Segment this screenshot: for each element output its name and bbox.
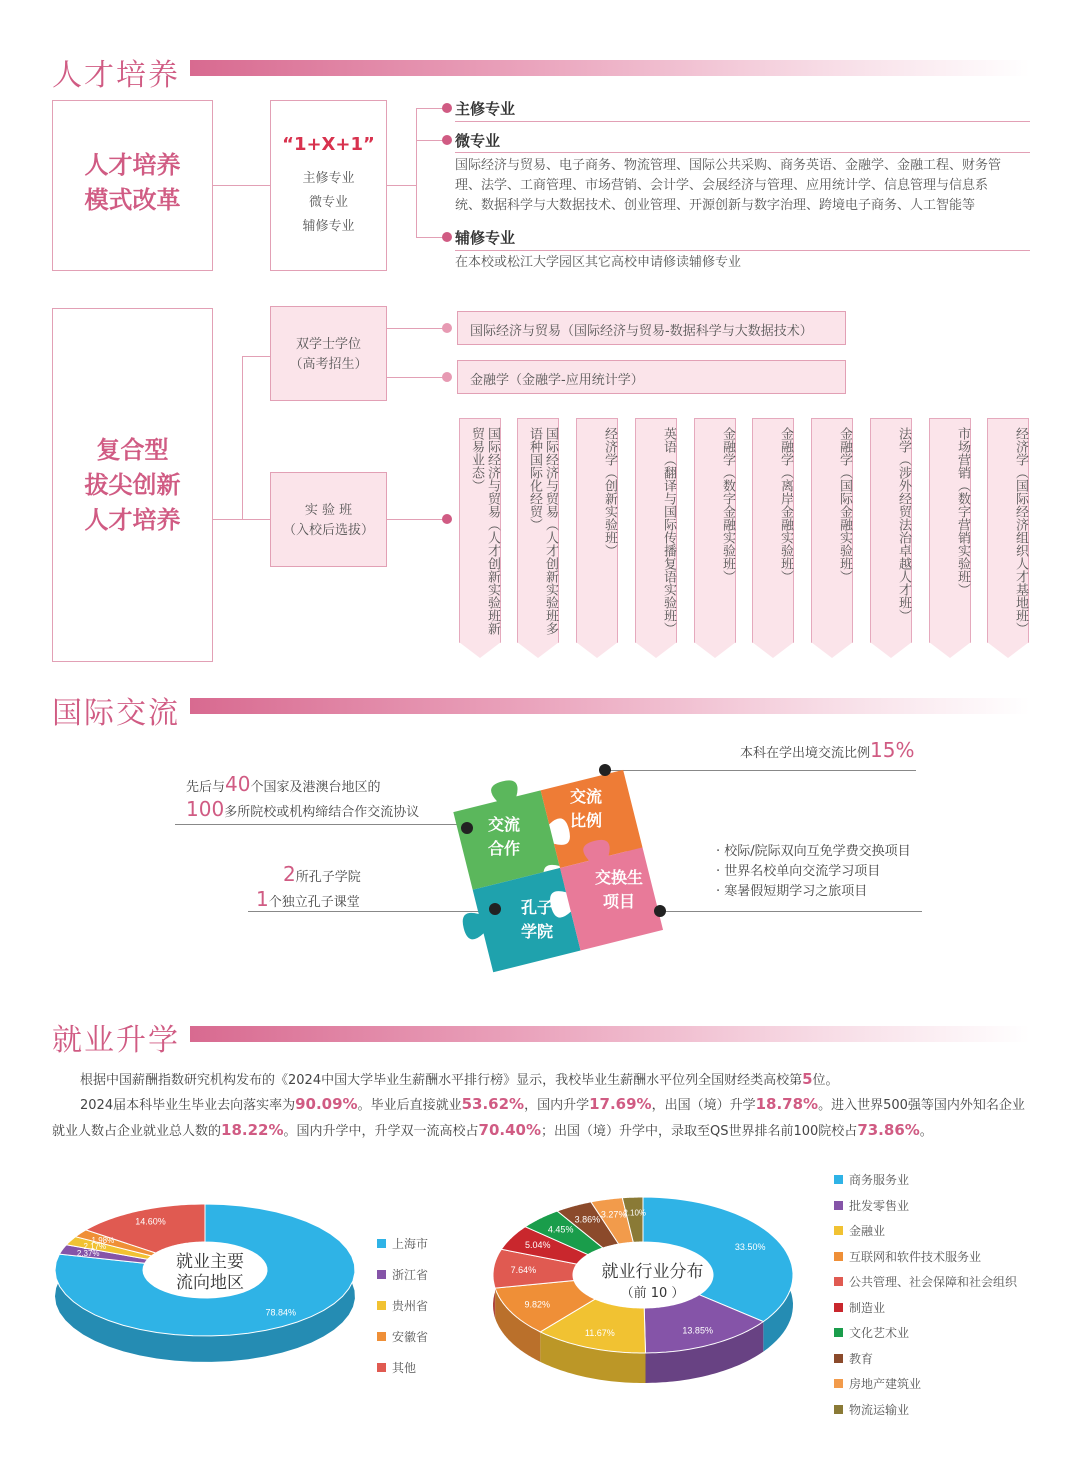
legend-item xyxy=(834,1197,909,1214)
legend-swatch xyxy=(377,1301,386,1310)
micro-desc-line: 统、数据科学与大数据技术、创业管理、开源创新与数字治理、跨境电子商务、人工智能等 xyxy=(455,198,976,213)
experiment-class-card xyxy=(635,418,677,643)
section-title-international: 国际交流 xyxy=(52,696,180,731)
legend-swatch xyxy=(377,1270,386,1279)
pie-label: 1.98% xyxy=(91,1235,115,1245)
legend-swatch xyxy=(834,1226,843,1235)
pie-label: 14.60% xyxy=(135,1216,166,1227)
legend-item xyxy=(834,1375,921,1392)
legend-swatch xyxy=(834,1303,843,1312)
pie-label: 7.64% xyxy=(510,1264,537,1275)
model-reform-box xyxy=(52,100,213,271)
micro-desc-line: 国际经济与贸易、电子商务、物流管理、国际公共采购、商务英语、金融学、金融工程、财务管 xyxy=(455,158,1002,173)
double-degree-box xyxy=(270,306,387,401)
pie-label: 11.67% xyxy=(584,1328,615,1339)
industry-chart-title: 就业行业分布 （前 10 ） xyxy=(601,1262,704,1301)
experiment-class-card xyxy=(752,418,794,643)
major-label: 主修专业 xyxy=(455,100,516,118)
pie-label: 9.82% xyxy=(524,1299,551,1310)
employment-rate-paragraph: 2024届本科毕业生毕业去向落实率为90.09%。毕业后直接就业53.62%，国内升学17.69%，出国（境）升学18.78%。进入世界500强等国内外知名企业就业人数占企业就业总人数的18.22%。国内升学中，升学双一流高校占70.40%；出国（境）升学中，录取至QS世界排名前100院校占73.86%。 xyxy=(52,1095,1025,1139)
experiment-class-text: 金融学（数字金融实验班） xyxy=(720,427,735,583)
bullet-dot xyxy=(442,232,452,242)
experiment-class-text: 经济学（创新实验班） xyxy=(602,427,617,557)
model-reform-line2: 模式改革 xyxy=(84,186,181,214)
experiment-class-text: 国际经济与贸易（人才创新实验班多语种国际化经贸） xyxy=(527,427,558,635)
experiment-class-card xyxy=(870,418,912,643)
double-degree-item xyxy=(457,360,846,394)
section-bar xyxy=(190,698,1030,714)
legend-label: 房地产建筑业 xyxy=(849,1377,922,1391)
experiment-class-text: 国际经济与贸易（人才创新实验班新贸易业态） xyxy=(469,427,500,635)
legend-label: 物流运输业 xyxy=(849,1402,910,1417)
experiment-class-text: 英语（翻译与国际传播复语实验班） xyxy=(661,427,676,635)
cooperation-text-line1: 先后与40个国家及港澳台地区的 xyxy=(186,772,381,796)
legend-item xyxy=(377,1328,428,1345)
legend-label: 互联网和软件技术服务业 xyxy=(849,1249,982,1264)
legend-item xyxy=(377,1235,428,1252)
puzzle-orange-label: 交流 比例 xyxy=(570,787,603,830)
legend-label: 贵州省 xyxy=(392,1299,429,1313)
experiment-class-text: 市场营销（数字营销实验班） xyxy=(955,427,970,596)
legend-label: 批发零售业 xyxy=(849,1198,910,1213)
region-chart-title: 就业主要 流向地区 xyxy=(176,1252,244,1293)
minor-label: 辅修专业 xyxy=(455,229,516,247)
legend-label: 浙江省 xyxy=(392,1268,429,1282)
talent-cultivation-box xyxy=(52,308,213,662)
legend-swatch xyxy=(834,1379,843,1388)
formula-title: “1+X+1” xyxy=(282,134,375,155)
legend-swatch xyxy=(834,1252,843,1261)
legend-item xyxy=(377,1266,428,1283)
bullet-dot xyxy=(442,103,452,113)
section-title-employment: 就业升学 xyxy=(52,1023,180,1058)
exchange-item: · 校际/院际双向互免学费交换项目 xyxy=(716,844,911,859)
experiment-sub: （入校后选拔） xyxy=(282,523,374,538)
section-bar xyxy=(190,1026,1030,1042)
exchange-item: · 世界名校单向交流学习项目 xyxy=(716,864,881,879)
experiment-class-box xyxy=(270,472,387,567)
legend-label: 商务服务业 xyxy=(849,1173,910,1187)
talent-line1: 复合型 xyxy=(96,436,169,464)
legend-item xyxy=(834,1171,909,1188)
legend-swatch xyxy=(377,1363,386,1372)
confucius-institute-text: 2所孔子学院 xyxy=(283,862,361,886)
puzzle-green-label: 交流 合作 xyxy=(488,815,521,858)
pie-label: 4.45% xyxy=(547,1224,574,1235)
legend-swatch xyxy=(834,1328,843,1337)
pie-label: 2.10% xyxy=(623,1208,647,1218)
pie-label: 33.50% xyxy=(734,1242,766,1252)
legend-swatch xyxy=(377,1332,386,1341)
legend-label: 安徽省 xyxy=(392,1330,429,1344)
experiment-class-text: 金融学（国际金融实验班） xyxy=(837,427,852,583)
legend-item xyxy=(834,1222,885,1239)
double-degree-label: 双学士学位 xyxy=(295,337,361,352)
legend-item xyxy=(834,1401,909,1418)
experiment-class-text: 经济学（国际经济组织人才基地班） xyxy=(1013,427,1028,635)
model-reform-line1: 人才培养 xyxy=(84,151,181,179)
legend-label: 上海市 xyxy=(392,1237,429,1251)
cooperation-text-line2: 100多所院校或机构缔结合作交流协议 xyxy=(186,797,420,821)
legend-label: 公共管理、社会保障和社会组织 xyxy=(849,1275,1018,1289)
legend-item xyxy=(377,1359,416,1376)
pie-label: 13.85% xyxy=(682,1325,713,1336)
country-count: 40 xyxy=(225,772,251,796)
pie-label: 5.04% xyxy=(525,1240,551,1250)
legend-item xyxy=(377,1297,428,1314)
double-degree-item-text: 国际经济与贸易（国际经济与贸易-数据科学与大数据技术） xyxy=(470,324,813,339)
exchange-item: · 寒暑假短期学习之旅项目 xyxy=(716,884,868,899)
legend-swatch xyxy=(834,1277,843,1286)
formula-item-major: 主修专业 xyxy=(302,171,355,186)
pie-label: 78.84% xyxy=(265,1307,297,1318)
legend-label: 金融业 xyxy=(849,1224,886,1238)
salary-ranking-paragraph: 根据中国薪酬指数研究机构发布的《2024中国大学毕业生薪酬水平排行榜》显示，我校毕业生薪酬水平位列全国财经类高校第5位。 xyxy=(80,1070,839,1088)
minor-desc: 在本校或松江大学园区其它高校申请修读辅修专业 xyxy=(455,255,742,270)
section-title-talent: 人才培养 xyxy=(52,58,180,93)
experiment-class-card xyxy=(811,418,853,643)
legend-label: 其他 xyxy=(392,1361,417,1375)
legend-swatch xyxy=(377,1239,386,1248)
legend-label: 文化艺术业 xyxy=(849,1326,910,1340)
legend-item xyxy=(834,1299,885,1316)
micro-desc-line: 理、法学、工商管理、市场营销、会计学、会展经济与管理、应用统计学、信息管理与信息系 xyxy=(455,178,989,193)
experiment-label: 实 验 班 xyxy=(304,503,353,518)
pie-label: 3.27% xyxy=(600,1209,627,1220)
pie-label: 3.86% xyxy=(574,1214,601,1225)
outbound-ratio-text: 本科在学出境交流比例15% xyxy=(740,738,915,762)
experiment-class-card xyxy=(694,418,736,643)
micro-label: 微专业 xyxy=(455,132,501,150)
legend-item xyxy=(834,1350,873,1367)
experiment-class-card xyxy=(517,418,559,643)
legend-swatch xyxy=(834,1354,843,1363)
formula-box xyxy=(270,100,387,271)
legend-item xyxy=(834,1273,1017,1290)
puzzle-pink-label: 交换生 项目 xyxy=(595,868,644,911)
legend-item xyxy=(834,1324,909,1341)
experiment-class-card xyxy=(459,418,501,643)
legend-swatch xyxy=(834,1175,843,1184)
double-degree-item-text: 金融学（金融学-应用统计学） xyxy=(470,373,644,388)
formula-item-minor: 辅修专业 xyxy=(302,219,355,234)
bullet-dot xyxy=(442,135,452,145)
legend-label: 制造业 xyxy=(849,1300,886,1315)
pie-label: 2.37% xyxy=(76,1249,100,1259)
puzzle-teal-label: 孔子 学院 xyxy=(521,898,554,941)
outbound-ratio-value: 15% xyxy=(870,738,915,762)
legend-swatch xyxy=(834,1201,843,1210)
institution-count: 100 xyxy=(186,797,225,821)
legend-item xyxy=(834,1248,981,1265)
formula-item-micro: 微专业 xyxy=(308,195,348,210)
talent-line3: 人才培养 xyxy=(84,506,181,534)
legend-label: 教育 xyxy=(849,1351,874,1366)
double-degree-sub: （高考招生） xyxy=(289,357,368,372)
puzzle-graphic xyxy=(440,748,680,988)
legend-swatch xyxy=(834,1405,843,1414)
experiment-class-text: 金融学（离岸金融实验班） xyxy=(778,427,793,583)
section-bar xyxy=(190,60,1030,76)
experiment-class-text: 法学（涉外经贸法治卓越人才班） xyxy=(896,427,911,622)
talent-line2: 拔尖创新 xyxy=(84,471,181,499)
experiment-class-card xyxy=(576,418,618,643)
pie-label: 2.17% xyxy=(83,1242,107,1251)
confucius-classroom-text: 1个独立孔子课堂 xyxy=(256,887,360,911)
experiment-class-card xyxy=(987,418,1029,643)
experiment-class-card xyxy=(929,418,971,643)
double-degree-item xyxy=(457,311,846,345)
